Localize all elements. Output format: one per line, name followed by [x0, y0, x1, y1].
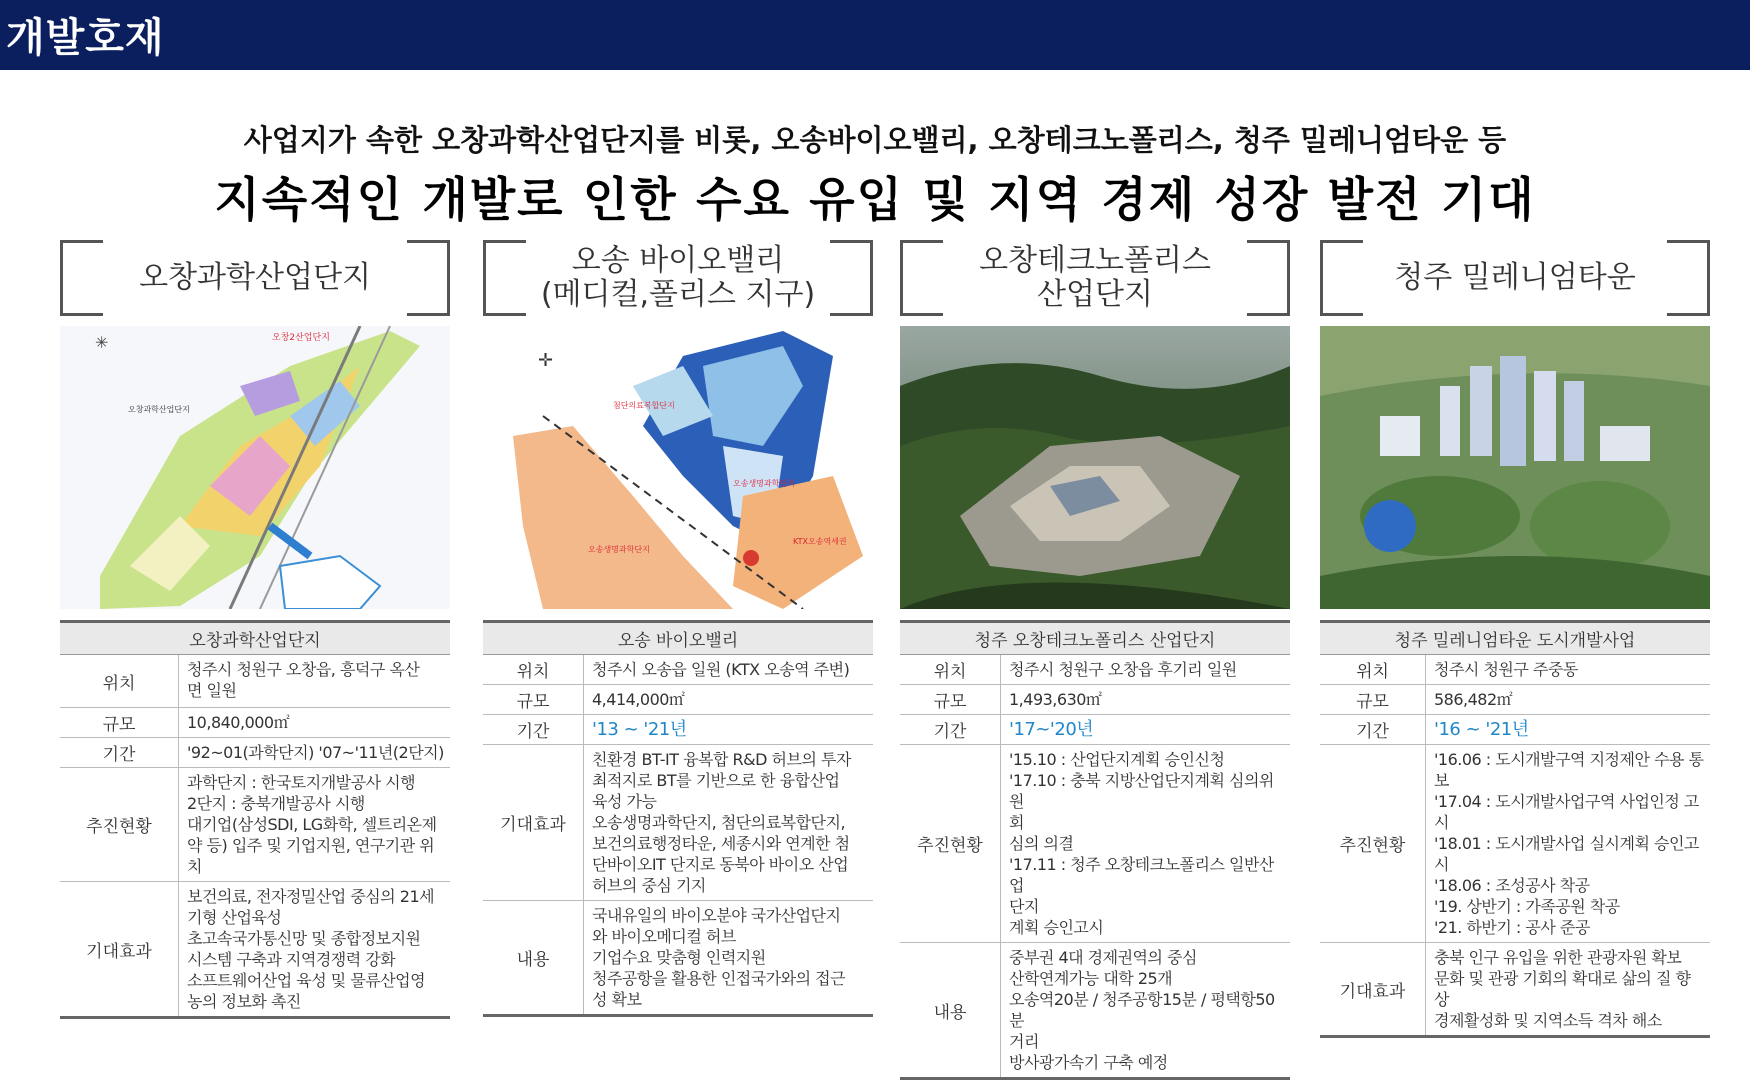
row-value: 충북 인구 유입을 위한 관광자원 확보 문화 및 관광 기회의 확대로 삶의 질 향 상 경제활성화 및 지역소득 격차 해소 [1434, 948, 1691, 1030]
row-label: 기간 [483, 715, 584, 744]
row-label: 기대효과 [60, 882, 179, 1016]
table-title: 오송 바이오밸리 [483, 623, 873, 655]
row-label: 기대효과 [483, 745, 584, 900]
row-label: 위치 [483, 655, 584, 684]
table-row [900, 715, 1290, 745]
table-title: 오창과학산업단지 [60, 623, 450, 655]
table-row [483, 715, 873, 745]
header-bar [0, 0, 1750, 70]
table-row [483, 901, 873, 1014]
millennium-town-rendering [1320, 326, 1710, 609]
row-label: 기간 [1320, 715, 1426, 744]
row-value: '15.10 : 산업단지계획 승인신청 '17.10 : 충북 지방산업단지계획 심의위원 회 심의 의결 '17.11 : 청주 오창테크노폴리스 일반산업 단지 계획 승인고시 [1009, 750, 1274, 937]
table-row [900, 685, 1290, 715]
row-value: '13 ~ '21년 [592, 719, 687, 740]
subtitle-line-2: 지속적인 개발로 인한 수요 유입 및 지역 경제 성장 발전 기대 [214, 173, 1536, 228]
development-column-2 [483, 240, 873, 1009]
svg-text:오창과학산업단지 [128, 404, 190, 414]
map-label-science-2: 오송생명과학단지 [588, 545, 650, 554]
development-column-1 [60, 240, 450, 1011]
row-label: 기간 [900, 715, 1001, 744]
row-value: 중부권 4대 경제권역의 중심 산학연계가능 대학 25개 오송역20분 / 청주공항15분 / 평택항50분 거리 방사광가속기 구축 예정 [1009, 948, 1275, 1072]
row-label: 기간 [60, 738, 179, 767]
table-row [60, 882, 450, 1016]
svg-text:✳: ✳ [95, 333, 109, 352]
column-heading-frame [1320, 240, 1710, 316]
subtitle-line-1: 사업지가 속한 오창과학산업단지를 비롯, 오송바이오밸리, 오창테크노폴리스, 청주 밀레니엄타운 등 [243, 123, 1507, 157]
row-label: 추진현황 [60, 768, 179, 881]
table-row [1320, 715, 1710, 745]
row-label: 규모 [900, 685, 1001, 714]
table-row [1320, 943, 1710, 1035]
map-label-ochang-science: 오창과학산업단지 [128, 405, 190, 414]
row-label: 내용 [900, 943, 1001, 1077]
table-title: 청주 오창테크노폴리스 산업단지 [900, 623, 1290, 655]
column-heading: 오창테크노폴리스 산업단지 [979, 243, 1211, 312]
table-row [900, 655, 1290, 685]
row-value: 보건의료, 전자정밀산업 중심의 21세 기형 산업육성 초고속국가통신망 및 종합정보지원 시스템 구축과 지역경쟁력 강화 소프트웨어산업 육성 및 물류산업영 농의 정보화 촉진 [187, 887, 435, 1011]
row-value: 4,414,000㎡ [592, 690, 685, 709]
technopolis-aerial-photo [900, 326, 1290, 609]
info-table [1320, 620, 1710, 1038]
row-label: 규모 [1320, 685, 1426, 714]
map-label-ochang2: 오창2산업단지 [272, 333, 330, 343]
info-table [483, 620, 873, 1017]
table-title: 청주 밀레니엄타운 도시개발사업 [1320, 623, 1710, 655]
row-value: 청주시 청원구 주중동 [1434, 660, 1578, 679]
row-value: 586,482㎡ [1434, 690, 1513, 709]
row-value: 국내유일의 바이오분야 국가산업단지 와 바이오메디컬 허브 기업수요 맞춤형 인력지원 청주공항을 활용한 인접국가와의 접근 성 확보 [592, 906, 846, 1009]
row-label: 위치 [1320, 655, 1426, 684]
table-row [60, 655, 450, 708]
row-value: 과학단지 : 한국토지개발공사 시행 2단지 : 충북개발공사 시행 대기업(삼성SDI, LG화학, 셀트리온제 약 등) 입주 및 기업지원, 연구기관 위 치 [187, 773, 437, 876]
row-label: 규모 [483, 685, 584, 714]
column-heading-frame [60, 240, 450, 316]
row-label: 내용 [483, 901, 584, 1014]
table-row [60, 708, 450, 738]
table-row [1320, 655, 1710, 685]
table-row [483, 655, 873, 685]
table-row [483, 685, 873, 715]
row-label: 규모 [60, 708, 179, 737]
row-value: 청주시 오송읍 일원 (KTX 오송역 주변) [592, 660, 850, 679]
table-row [1320, 745, 1710, 943]
table-row [60, 738, 450, 768]
info-table [900, 620, 1290, 1080]
row-value: 1,493,630㎡ [1009, 690, 1102, 709]
row-label: 위치 [60, 655, 179, 707]
svg-text:오송생명과학단지 [733, 478, 795, 488]
info-table [60, 620, 450, 1019]
bio-valley-map [483, 326, 873, 609]
table-row [900, 943, 1290, 1077]
row-value: '16 ~ '21년 [1434, 719, 1529, 740]
column-heading-frame [483, 240, 873, 316]
row-label: 위치 [900, 655, 1001, 684]
map-label-science: 오송생명과학단지 [733, 479, 795, 488]
row-value: 10,840,000㎡ [187, 713, 290, 732]
row-value: 청주시 청원구 오창읍, 흥덕구 옥산 면 일원 [187, 660, 420, 700]
row-value: 친환경 BT-IT 융복합 R&D 허브의 투자 최적지로 BT를 기반으로 한 융합산업 육성 가능 오송생명과학단지, 첨단의료복합단지, 보건의료행정타운, 세종시와 연계한 첨 단바이오IT 단지로 동북아 바이오 산업 허브의 중심 기지 [592, 750, 851, 895]
column-heading: 청주 밀레니엄타운 [1394, 260, 1636, 295]
development-column-3 [900, 240, 1290, 1072]
row-value: '17~'20년 [1009, 719, 1094, 740]
svg-text:오창2산업단지 [272, 331, 330, 343]
table-row [483, 745, 873, 901]
map-label-medical: 첨단의료복합단지 [613, 401, 675, 410]
industrial-complex-map [60, 326, 450, 609]
development-column-4 [1320, 240, 1710, 1030]
column-heading-frame [900, 240, 1290, 316]
row-label: 기대효과 [1320, 943, 1426, 1035]
svg-text:첨단의료복합단지 [613, 400, 675, 410]
table-row [1320, 685, 1710, 715]
page-title: 개발호재 [6, 15, 165, 61]
map-label-ktx: KTX오송역세권 [793, 537, 847, 546]
row-value: '92~01(과학단지) '07~'11년(2단지) [187, 743, 444, 762]
column-heading: 오송 바이오밸리 (메디컬,폴리스 지구) [540, 243, 816, 312]
row-value: 청주시 청원구 오창읍 후기리 일원 [1009, 660, 1237, 679]
column-heading: 오창과학산업단지 [139, 260, 371, 295]
table-row [900, 745, 1290, 943]
table-row [60, 768, 450, 882]
row-value: '16.06 : 도시개발구역 지정제안 수용 통 보 '17.04 : 도시개발사업구역 사업인정 고 시 '18.01 : 도시개발사업 실시계획 승인고 시 '18.06 : 조성공사 착공 '19. 상반기 : 가족공원 착공 '21. 하반기 : 공사 준공 [1434, 750, 1704, 937]
row-label: 추진현황 [1320, 745, 1426, 942]
svg-text:✛: ✛ [538, 350, 554, 371]
row-label: 추진현황 [900, 745, 1001, 942]
svg-text:KTX오송역세권 [793, 536, 847, 546]
svg-text:오송생명과학단지 [588, 544, 650, 554]
